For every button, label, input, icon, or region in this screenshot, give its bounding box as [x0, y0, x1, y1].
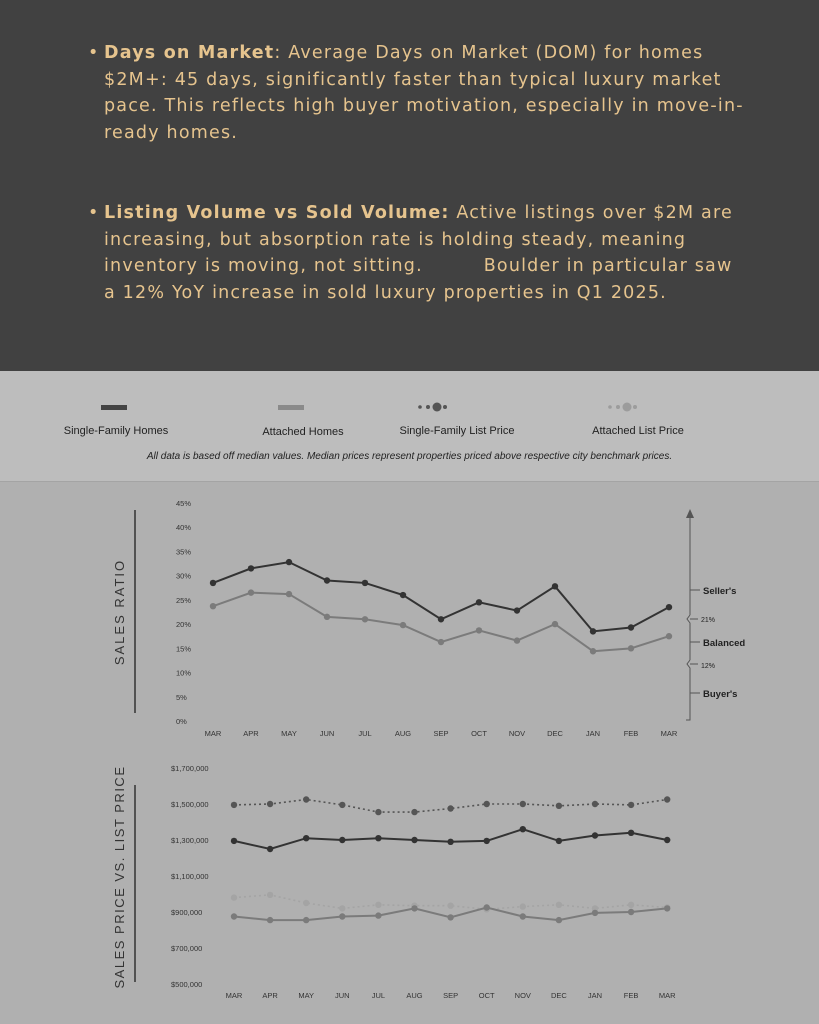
data-point [484, 801, 490, 807]
data-point [628, 802, 634, 808]
data-point [231, 913, 237, 919]
data-point [231, 894, 237, 900]
data-point [411, 905, 417, 911]
y-tick-label: 45% [176, 499, 192, 508]
data-point [231, 838, 237, 844]
y-tick-label: $1,500,000 [171, 800, 209, 809]
sales-ratio-chart [0, 482, 819, 747]
market-bracket [687, 615, 690, 660]
data-point [628, 902, 634, 908]
data-point [210, 580, 216, 586]
data-point [375, 809, 381, 815]
data-point [592, 910, 598, 916]
data-point [552, 583, 558, 589]
data-point [362, 580, 368, 586]
y-tick-label: 25% [176, 595, 192, 605]
y-tick-label: 0% [176, 717, 187, 726]
legend-label-attached-list: Attached List Price [592, 425, 684, 437]
x-tick-label: APR [262, 991, 278, 1000]
x-tick-label: FEB [623, 991, 639, 1000]
x-tick-label: JAN [587, 991, 603, 1000]
data-point [339, 905, 345, 911]
data-point [286, 559, 292, 565]
arrow-up-icon [686, 509, 694, 518]
y-tick-label: $500,000 [171, 980, 203, 989]
x-tick-label: MAY [281, 729, 297, 738]
insights-panel [0, 0, 819, 371]
data-point [248, 589, 254, 595]
x-tick-label: SEP [443, 991, 459, 1000]
x-tick-label: SEP [433, 729, 449, 738]
data-point [267, 892, 273, 898]
data-point [231, 802, 237, 808]
legend-swatch-sf-list [416, 401, 450, 413]
data-point [556, 803, 562, 809]
data-point [664, 796, 670, 802]
x-tick-label: OCT [478, 991, 495, 1000]
data-point [447, 805, 453, 811]
data-point [411, 837, 417, 843]
data-point [592, 801, 598, 807]
data-point [664, 837, 670, 843]
x-tick-label: MAR [660, 729, 678, 738]
market-label-buyer: Buyer's [703, 689, 738, 700]
legend-label-sf-list: Single-Family List Price [399, 425, 515, 437]
y-tick-label: 10% [176, 668, 192, 678]
market-label-balanced: Balanced [703, 638, 746, 649]
bullet-text: Active listings over $2M are increasing, but absorption rate is holding steady, meaning inventory is moving, not sitting. Boulder in particular saw a 12% YoY increase in sold luxury properties in Q1 2025. [104, 203, 740, 303]
data-point [514, 607, 520, 613]
data-point [628, 909, 634, 915]
x-tick-label: JAN [585, 729, 601, 738]
data-point [552, 621, 558, 627]
series-single-family [210, 559, 672, 635]
data-point [628, 645, 634, 651]
x-tick-label: APR [243, 729, 259, 738]
bullet-title: Listing Volume vs Sold Volume: [104, 203, 450, 223]
data-point [476, 599, 482, 605]
x-tick-label: JUN [335, 991, 350, 1000]
bullet-title: Days on Market [104, 43, 275, 63]
bullet-listing-volume [88, 200, 748, 306]
legend-note: All data is based off median values. Median prices represent properties priced above respective city benchmark prices. [146, 451, 673, 462]
data-point [400, 622, 406, 628]
x-tick-label: JUN [319, 729, 335, 738]
data-point [324, 614, 330, 620]
data-point [664, 905, 670, 911]
bullet-days-on-market [88, 40, 748, 146]
y-tick-label: $900,000 [171, 908, 203, 917]
x-tick-label: NOV [508, 729, 526, 738]
data-point [520, 903, 526, 909]
y-tick-label: 15% [176, 644, 192, 654]
data-point [438, 639, 444, 645]
series-single-family [231, 826, 671, 852]
data-point [628, 830, 634, 836]
x-tick-label: NOV [514, 991, 531, 1000]
legend-swatch-single-family [101, 405, 127, 410]
data-point [590, 628, 596, 634]
data-point [476, 627, 482, 633]
x-tick-label: MAR [204, 729, 222, 738]
x-tick-label: JUL [358, 729, 372, 738]
legend-swatch-attached-list [606, 401, 640, 413]
data-point [339, 913, 345, 919]
market-bracket [686, 660, 690, 720]
data-point [286, 591, 292, 597]
x-tick-label: OCT [471, 729, 487, 738]
data-point [556, 838, 562, 844]
data-point [447, 914, 453, 920]
legend-label-attached: Attached Homes [262, 426, 344, 438]
bullet-dot-icon: • [88, 203, 100, 223]
x-tick-label: FEB [623, 729, 639, 738]
data-point [375, 835, 381, 841]
data-point [210, 603, 216, 609]
y-axis-label: SALES PRICE VS. LIST PRICE [112, 765, 127, 989]
x-tick-label: MAY [298, 991, 315, 1000]
data-point [411, 809, 417, 815]
data-point [248, 565, 254, 571]
data-point [267, 801, 273, 807]
data-point [303, 796, 309, 802]
data-point [556, 917, 562, 923]
data-point [303, 835, 309, 841]
data-point [303, 917, 309, 923]
x-tick-label: MAR [658, 991, 676, 1000]
data-point [303, 900, 309, 906]
threshold-label-upper: 21% [701, 617, 716, 624]
bullet-text: : Average Days on Market (DOM) for homes $2M+: 45 days, significantly faster than typical luxury market pace. This reflects high buyer motivation, especially in move-in-ready homes. [104, 43, 744, 143]
y-tick-label: 20% [176, 620, 192, 630]
chart-legend [0, 371, 819, 482]
data-point [514, 637, 520, 643]
y-tick-label: $1,700,000 [171, 764, 209, 773]
x-tick-label: MAR [225, 991, 243, 1000]
x-tick-label: DEC [550, 991, 567, 1000]
data-point [400, 592, 406, 598]
data-point [447, 903, 453, 909]
data-point [438, 616, 444, 622]
y-tick-label: $1,100,000 [171, 872, 209, 881]
market-label-seller: Seller's [703, 586, 737, 597]
data-point [520, 913, 526, 919]
x-tick-label: DEC [547, 729, 563, 738]
data-point [666, 633, 672, 639]
legend-swatch-attached [278, 405, 304, 410]
data-point [520, 801, 526, 807]
data-point [339, 802, 345, 808]
x-tick-label: JUL [371, 991, 386, 1000]
y-tick-label: 40% [176, 523, 192, 533]
y-tick-label: 35% [176, 547, 192, 557]
series-sf-list-price [231, 796, 671, 815]
series-attached-list-price [231, 892, 671, 913]
data-point [375, 902, 381, 908]
data-point [484, 838, 490, 844]
data-point [484, 904, 490, 910]
data-point [362, 616, 368, 622]
data-point [520, 826, 526, 832]
data-point [666, 604, 672, 610]
data-point [324, 577, 330, 583]
data-point [592, 832, 598, 838]
legend-label-single-family: Single-Family Homes [63, 425, 169, 437]
data-point [447, 839, 453, 845]
sales-vs-list-price-chart [0, 755, 819, 1024]
data-point [556, 902, 562, 908]
data-point [628, 624, 634, 630]
y-tick-label: 5% [176, 692, 187, 702]
y-axis-label: SALES RATIO [112, 558, 127, 666]
x-tick-label: AUG [394, 729, 412, 738]
data-point [267, 846, 273, 852]
data-point [375, 912, 381, 918]
data-point [267, 917, 273, 923]
y-tick-label: 30% [176, 571, 192, 581]
bullet-dot-icon: • [88, 43, 100, 63]
y-tick-label: $1,300,000 [171, 836, 209, 845]
y-tick-label: $700,000 [171, 944, 203, 953]
x-tick-label: AUG [406, 991, 423, 1000]
data-point [339, 837, 345, 843]
data-point [590, 648, 596, 654]
threshold-label-lower: 12% [701, 663, 716, 670]
